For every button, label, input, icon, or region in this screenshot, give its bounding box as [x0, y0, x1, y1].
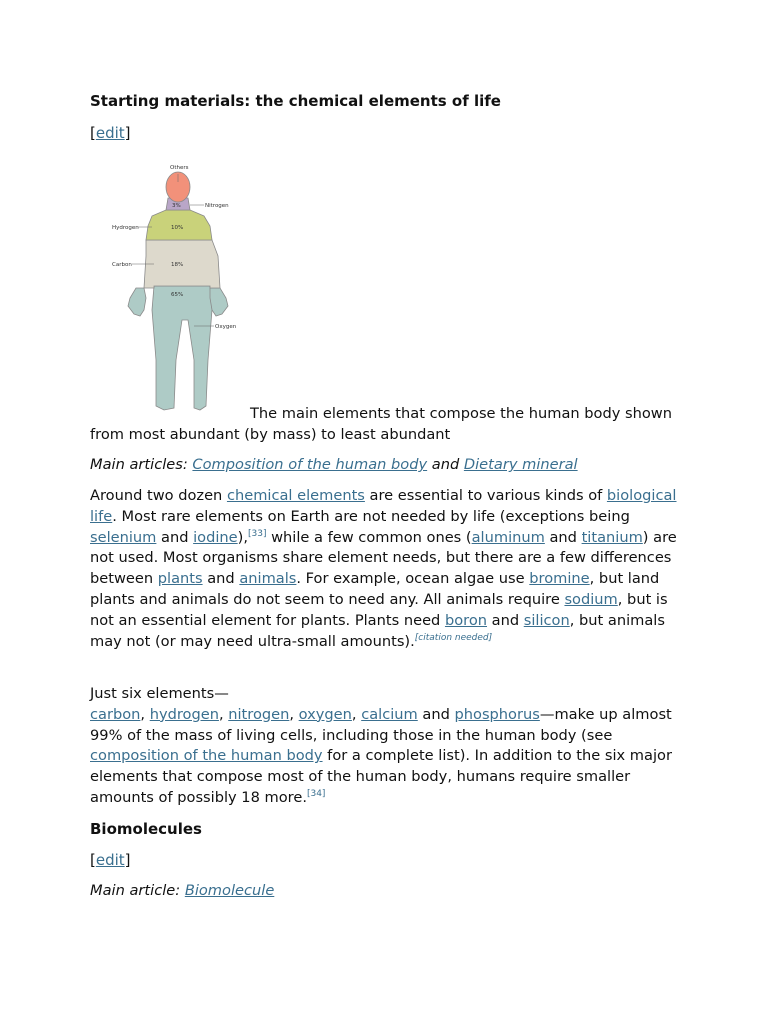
reference-33-link[interactable]: [33]	[248, 528, 267, 539]
text: ,	[289, 705, 299, 723]
percent-hydrogen: 10%	[171, 225, 184, 231]
text: , but land plants and animals do not seem to need any. All animals require	[90, 570, 660, 608]
label-carbon: Carbon	[112, 262, 132, 268]
label-hydrogen: Hydrogen	[112, 225, 139, 231]
hatnote-prefix: Main article:	[90, 882, 181, 899]
text: . For example, ocean algae use	[296, 570, 530, 588]
percent-carbon: 18%	[171, 262, 184, 268]
edit-bracket-close: ]	[124, 124, 131, 142]
paragraph-six-elements	[90, 684, 680, 809]
section-heading-chemical-elements: Starting materials: the chemical elements of life	[90, 92, 501, 110]
text: , but is not an essential element for plants. Plants need	[90, 590, 668, 629]
reference-34-link[interactable]: [34]	[306, 788, 326, 799]
figure-caption	[90, 404, 680, 446]
percent-nitrogen: 3%	[172, 203, 181, 209]
link-oxygen[interactable]: oxygen	[298, 705, 352, 723]
edit-link[interactable]: edit	[95, 124, 125, 142]
edit-section-1	[90, 124, 131, 142]
link-calcium[interactable]: calcium	[361, 705, 418, 723]
text: ),	[237, 528, 248, 546]
hatnote-and: and	[431, 456, 460, 473]
link-selenium[interactable]: selenium	[90, 528, 157, 546]
link-composition-human-body[interactable]: Composition of the human body	[192, 456, 428, 473]
reference-33[interactable]	[248, 529, 266, 539]
link-dietary-mineral[interactable]: Dietary mineral	[463, 456, 578, 473]
link-biological-life[interactable]: biological life	[90, 487, 677, 525]
link-bromine[interactable]: bromine	[529, 570, 590, 588]
citation-needed[interactable]	[415, 633, 492, 643]
link-chemical-elements[interactable]: chemical elements	[226, 487, 365, 504]
text: and	[156, 528, 194, 546]
edit-bracket-close: ]	[124, 851, 131, 869]
link-aluminum[interactable]: aluminum	[471, 528, 545, 546]
edit-bracket-open: [	[90, 124, 96, 142]
text: , but animals may not (or may need ultra-small amounts).	[90, 611, 665, 650]
main-article-hatnote	[90, 881, 680, 902]
label-nitrogen: Nitrogen	[205, 203, 229, 209]
edit-bracket-open: [	[90, 851, 96, 869]
text: ,	[140, 705, 150, 723]
link-silicon[interactable]: silicon	[523, 611, 570, 629]
main-articles-hatnote	[90, 455, 680, 476]
text: ,	[218, 705, 229, 723]
human-body-figure[interactable]	[108, 160, 248, 416]
body-oxygen-region	[152, 286, 212, 410]
hatnote-prefix: Main articles:	[90, 456, 188, 473]
body-right-hand	[210, 288, 228, 316]
text: and	[202, 570, 240, 588]
text: and	[487, 611, 524, 629]
link-composition-of-human-body[interactable]: composition of the human body	[90, 747, 323, 765]
text: ) are not used. Most organisms share element needs, but there are a few differences between	[90, 528, 677, 588]
text: for a complete list). In addition to the six major elements that compose most of the human body, humans require smaller amounts of possibly 18 more.	[90, 747, 672, 806]
text: and	[544, 528, 582, 546]
text: while a few common ones (	[266, 528, 472, 546]
link-plants[interactable]: plants	[157, 570, 203, 588]
percent-oxygen: 65%	[171, 292, 184, 298]
text: Just six elements—	[90, 685, 229, 702]
text: Around two dozen	[90, 487, 227, 504]
link-carbon[interactable]: carbon	[90, 705, 141, 723]
text: —make up almost 99% of the mass of living cells, including those in the human body (see	[90, 705, 672, 744]
paragraph-essential-elements	[90, 486, 680, 652]
edit-link[interactable]: edit	[95, 851, 125, 869]
link-iodine[interactable]: iodine	[193, 528, 238, 546]
reference-34[interactable]	[307, 789, 325, 799]
human-body-diagram	[108, 160, 248, 416]
link-titanium[interactable]: titanium	[581, 528, 643, 546]
text: . Most rare elements on Earth are not needed by life (exceptions being	[112, 507, 630, 525]
citation-needed-link[interactable]: [citation needed]	[414, 632, 493, 643]
text: are essential to various kinds of	[364, 487, 607, 504]
link-phosphorus[interactable]: phosphorus	[454, 705, 540, 723]
link-hydrogen[interactable]: hydrogen	[149, 705, 219, 723]
label-oxygen: Oxygen	[215, 324, 237, 330]
text: ,	[351, 705, 362, 723]
edit-section-2	[90, 851, 131, 869]
text: and	[417, 705, 455, 723]
caption-text: The main elements that compose the human body shown from most abundant (by mass) to least abundant	[90, 405, 672, 443]
link-biomolecule[interactable]: Biomolecule	[184, 882, 275, 899]
link-nitrogen[interactable]: nitrogen	[228, 705, 290, 723]
section-heading-biomolecules: Biomolecules	[90, 820, 202, 838]
label-others: Others	[170, 165, 189, 171]
link-boron[interactable]: boron	[444, 611, 488, 629]
link-sodium[interactable]: sodium	[564, 590, 618, 608]
body-left-hand	[128, 288, 146, 316]
link-animals[interactable]: animals	[239, 570, 297, 588]
